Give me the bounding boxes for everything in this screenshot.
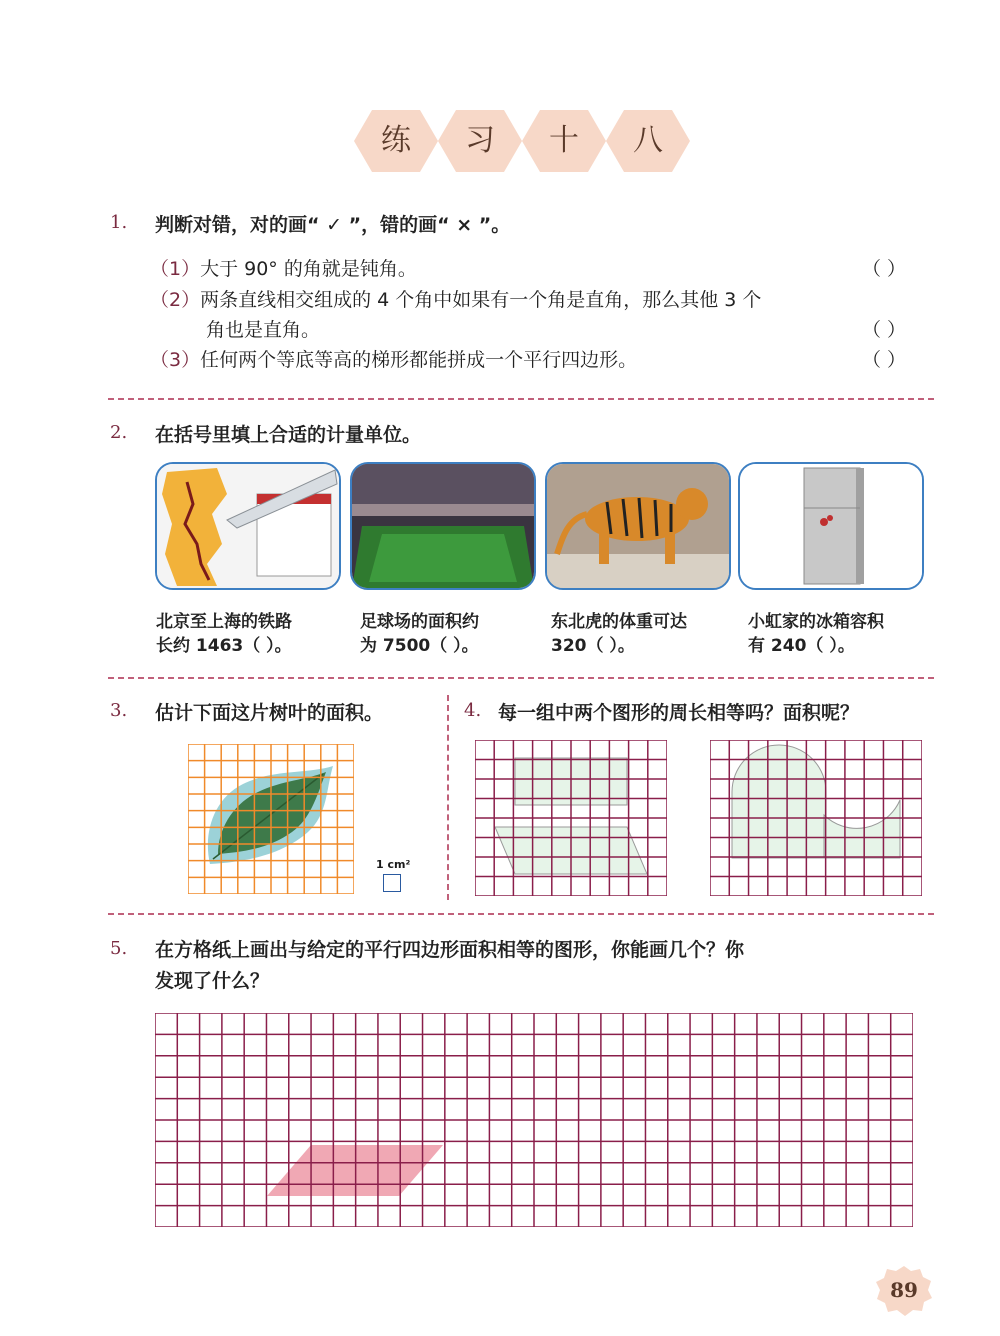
divider bbox=[108, 913, 934, 915]
stadium-image bbox=[350, 462, 536, 590]
q1-item-2-text2: 角也是直角。 bbox=[206, 319, 321, 341]
caption-4-line2: 有 240（ ）。 bbox=[748, 636, 855, 656]
q1-item-3 bbox=[150, 345, 637, 372]
caption-3-line1: 东北虎的体重可达 bbox=[551, 612, 687, 632]
title-char: 习 bbox=[465, 123, 495, 158]
q1-item-3-answer[interactable]: （ ） bbox=[862, 349, 907, 371]
title-hex-1 bbox=[354, 110, 438, 172]
q1-item-3-num: （3） bbox=[150, 349, 201, 371]
divider bbox=[108, 677, 934, 679]
caption-3-line2: 320（ ）。 bbox=[551, 636, 635, 656]
q1-number: 1. bbox=[110, 212, 128, 233]
unit-square bbox=[383, 874, 401, 892]
q1-item-1-answer[interactable]: （ ） bbox=[862, 258, 907, 280]
divider bbox=[108, 398, 934, 400]
q1-item-2-num: （2） bbox=[150, 289, 201, 311]
q1-item-3-text: 任何两个等底等高的梯形都能拼成一个平行四边形。 bbox=[200, 349, 638, 371]
unit-label: 1 cm² bbox=[376, 858, 411, 871]
refrigerator-image bbox=[738, 462, 924, 590]
shape-grid-2 bbox=[710, 740, 922, 896]
title-hex-4 bbox=[606, 110, 690, 172]
q2-text: 在括号里填上合适的计量单位。 bbox=[155, 424, 422, 446]
drawing-grid[interactable] bbox=[155, 1013, 913, 1227]
vertical-divider bbox=[447, 695, 449, 900]
title-char: 八 bbox=[633, 123, 663, 158]
q1-item-1 bbox=[150, 254, 417, 281]
caption-4-line1: 小虹家的冰箱容积 bbox=[748, 612, 884, 632]
caption-3 bbox=[551, 610, 687, 658]
q3-text: 估计下面这片树叶的面积。 bbox=[155, 702, 384, 724]
q1-text: 判断对错，对的画“ ✓ ”，错的画“ × ”。 bbox=[155, 214, 511, 236]
caption-1-line2: 长约 1463（ ）。 bbox=[156, 636, 292, 656]
title-char: 十 bbox=[549, 123, 579, 158]
leaf-grid bbox=[188, 744, 354, 894]
caption-2-line2: 为 7500（ ）。 bbox=[360, 636, 479, 656]
q1-item-1-text: 大于 90° 的角就是钝角。 bbox=[200, 258, 417, 280]
q5-text2: 发现了什么？ bbox=[155, 970, 270, 992]
title-char: 练 bbox=[381, 123, 411, 158]
q1-item-2-text: 两条直线相交组成的 4 个角中如果有一个角是直角，那么其他 3 个 bbox=[200, 289, 762, 311]
caption-2-line1: 足球场的面积约 bbox=[360, 612, 479, 632]
q4-number: 4. bbox=[464, 700, 482, 721]
caption-1 bbox=[156, 610, 292, 658]
q3-number: 3. bbox=[110, 700, 128, 721]
page-number: 89 bbox=[890, 1278, 918, 1302]
q2-number: 2. bbox=[110, 422, 128, 443]
title-hex-3 bbox=[522, 110, 606, 172]
caption-1-line1: 北京至上海的铁路 bbox=[156, 612, 292, 632]
title-hex-2 bbox=[438, 110, 522, 172]
q4-text: 每一组中两个图形的周长相等吗？面积呢？ bbox=[498, 702, 860, 724]
caption-2 bbox=[360, 610, 479, 658]
q1-item-2-answer[interactable]: （ ） bbox=[862, 319, 907, 341]
railway-map-image bbox=[155, 462, 341, 590]
q1-item-1-num: （1） bbox=[150, 258, 201, 280]
shape-grid-1 bbox=[475, 740, 667, 896]
q1-item-2 bbox=[150, 285, 761, 312]
caption-4 bbox=[748, 610, 884, 658]
q5-number: 5. bbox=[110, 938, 128, 959]
q5-text: 在方格纸上画出与给定的平行四边形面积相等的图形，你能画几个？你 bbox=[155, 939, 745, 961]
page-number-badge bbox=[874, 1264, 934, 1318]
tiger-image bbox=[545, 462, 731, 590]
